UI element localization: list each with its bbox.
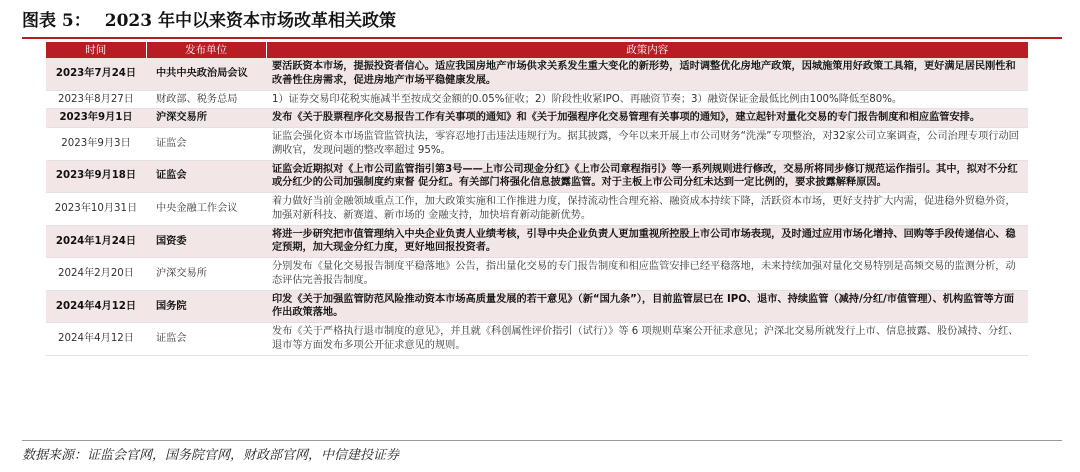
row-unit: 中共中央政治局会议 xyxy=(146,58,266,90)
row-unit: 沪深交易所 xyxy=(146,258,266,291)
row-date: 2024年1月24日 xyxy=(46,225,146,258)
table-row xyxy=(46,128,1028,161)
policy-table xyxy=(46,42,1028,356)
table-row xyxy=(46,193,1028,226)
row-content: 分别发布《量化交易报告制度平稳落地》公告，指出量化交易的专门报告制度和相应监管安排已经平稳落地，未来持续加强对量化交易特别是高频交易的监测分析，动态评估完善报告制度。 xyxy=(266,258,1028,291)
figure-label: 图表 5： xyxy=(22,11,91,31)
table-row xyxy=(46,290,1028,323)
row-date: 2023年7月24日 xyxy=(46,58,146,90)
row-unit: 国务院 xyxy=(146,290,266,323)
row-content: 要活跃资本市场，提振投资者信心。适应我国房地产市场供求关系发生重大变化的新形势，适时调整优化房地产政策，因城施策用好政策工具箱，更好满足居民刚性和改善性住房需求，促进房地产市场平稳健康发展。 xyxy=(266,58,1028,90)
row-date: 2023年9月1日 xyxy=(46,109,146,128)
row-content: 发布《关于股票程序化交易报告工作有关事项的通知》和《关于加强程序化交易管理有关事项的通知》，建立起针对量化交易的专门报告制度和相应监管安排。 xyxy=(266,109,1028,128)
row-content: 证监会强化资本市场监管监管执法，零容忍地打击违法违规行为。据其披露，今年以来开展上市公司财务“洗澡”专项整治，对32家公司立案调查，公司治理专项行动回溯收官，发现问题的整改率超过 95%。 xyxy=(266,128,1028,161)
header-date: 时间 xyxy=(46,42,146,58)
table-row xyxy=(46,58,1028,90)
row-unit: 证监会 xyxy=(146,323,266,356)
row-content: 着力做好当前金融领域重点工作，加大政策实施和工作推进力度，保持流动性合理充裕、融资成本持续下降，活跃资本市场，更好支持扩大内需，促进稳外贸稳外资，加强对新科技、新赛道、新市场的 金融支持，加快培育新动能新优势。 xyxy=(266,193,1028,226)
row-unit: 中央金融工作会议 xyxy=(146,193,266,226)
row-content: 将进一步研究把市值管理纳入中央企业负责人业绩考核，引导中央企业负责人更加重视所控股上市公司市场表现，及时通过应用市场化增持、回购等手段传递信心、稳定预期，加大现金分红力度，更好地回报投资者。 xyxy=(266,225,1028,258)
title-divider xyxy=(22,37,1062,39)
figure-title-text: 2023 年中以来资本市场改革相关政策 xyxy=(104,11,396,31)
row-date: 2023年10月31日 xyxy=(46,193,146,226)
table-body xyxy=(46,58,1028,355)
row-unit: 证监会 xyxy=(146,128,266,161)
row-content: 1）证券交易印花税实施减半至按成交金额的0.05%征收；2）阶段性收紧IPO、再融资节奏；3）融资保证金最低比例由100%降低至80%。 xyxy=(266,90,1028,109)
table-row xyxy=(46,109,1028,128)
source-note: 数据来源：证监会官网，国务院官网，财政部官网，中信建投证券 xyxy=(22,448,400,463)
row-date: 2024年4月12日 xyxy=(46,323,146,356)
table-row xyxy=(46,160,1028,193)
row-unit: 沪深交易所 xyxy=(146,109,266,128)
row-unit: 证监会 xyxy=(146,160,266,193)
table-row xyxy=(46,225,1028,258)
table-header-row xyxy=(46,42,1028,58)
row-unit: 国资委 xyxy=(146,225,266,258)
table-row xyxy=(46,258,1028,291)
table-row xyxy=(46,323,1028,356)
row-content: 发布《关于严格执行退市制度的意见》，并且就《科创属性评价指引（试行）》等 6 项规则草案公开征求意见；沪深北交易所就发行上市、信息披露、股份减持、分红、退市等方面发布多项公开征求意见的规则。 xyxy=(266,323,1028,356)
row-date: 2024年4月12日 xyxy=(46,290,146,323)
row-date: 2023年8月27日 xyxy=(46,90,146,109)
row-date: 2023年9月18日 xyxy=(46,160,146,193)
row-date: 2023年9月3日 xyxy=(46,128,146,161)
row-date: 2024年2月20日 xyxy=(46,258,146,291)
row-content: 印发《关于加强监管防范风险推动资本市场高质量发展的若干意见》（新“国九条”），目前监管层已在 IPO、退市、持续监管（减持/分红/市值管理）、机构监管等方面作出政策落地。 xyxy=(266,290,1028,323)
header-content: 政策内容 xyxy=(266,42,1028,58)
header-unit: 发布单位 xyxy=(146,42,266,58)
table-row xyxy=(46,90,1028,109)
row-content: 证监会近期拟对《上市公司监管指引第3号——上市公司现金分红》《上市公司章程指引》等一系列规则进行修改，交易所将同步修订规范运作指引。其中，拟对不分红或分红少的公司加强制度约束督 促分红。有关部门将强化信息披露监管。对于主板上市公司分红未达到一定比例的，要求披露解释原因。 xyxy=(266,160,1028,193)
row-unit: 财政部、税务总局 xyxy=(146,90,266,109)
source-divider xyxy=(22,440,1062,441)
figure-title xyxy=(22,6,1062,36)
